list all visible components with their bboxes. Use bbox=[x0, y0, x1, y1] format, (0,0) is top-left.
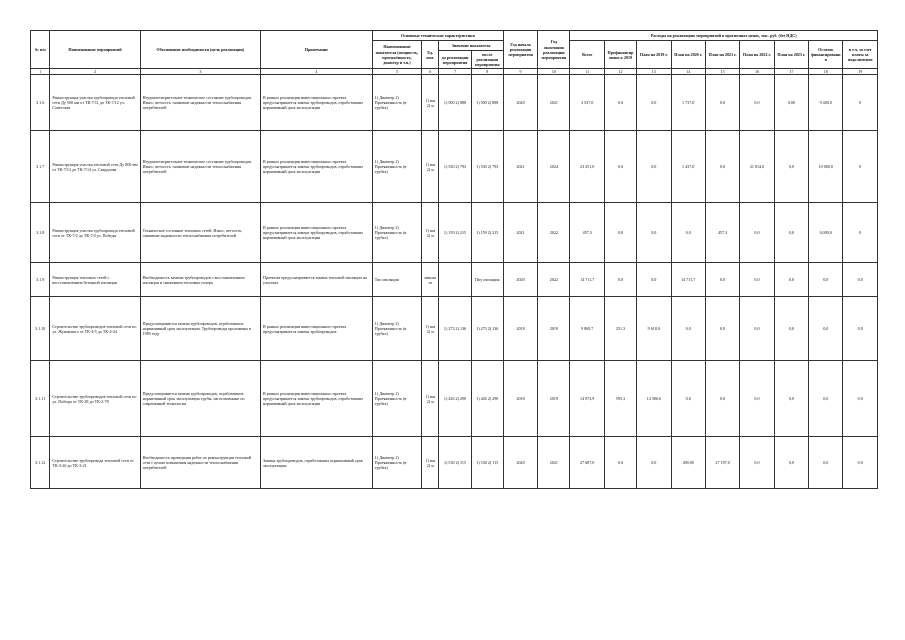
cell-num: 3.1.12 bbox=[31, 437, 50, 489]
cell-event: Реконструкция участка тепловой сети Ду 800 мм от ТК-7/13 до ТК-7/14 ул. Свердлова bbox=[50, 131, 140, 203]
cell-y2020: 0,0 bbox=[671, 297, 705, 361]
cell-y2022: 21 814,0 bbox=[740, 131, 774, 203]
cell-justification: Техническое состояние тепловых сетей. Износ, ветхость, снижение надежности теплоснабжения потребителей bbox=[140, 203, 260, 263]
table-row bbox=[31, 75, 878, 131]
cell-event: Реконструкция тепловых сетей с восстановлением бетонной изоляции bbox=[50, 263, 140, 297]
table-row bbox=[31, 361, 878, 437]
cell-y2022: 0,0 bbox=[740, 75, 774, 131]
table-row bbox=[31, 131, 878, 203]
cell-end: 2024 bbox=[538, 131, 570, 203]
table-header bbox=[31, 31, 878, 75]
cell-incl: 0,0 bbox=[843, 437, 878, 489]
col-number: 13 bbox=[637, 69, 671, 75]
cell-pre: 595,3 bbox=[604, 361, 636, 437]
header-pre: Профинансировано к 2019 bbox=[604, 41, 636, 69]
cell-spec-name: 1) Диаметр 2) Протяженность (в трубах) bbox=[372, 361, 421, 437]
cell-remain: 0,0 bbox=[809, 297, 843, 361]
cell-event: Реконструкция участка трубопровода тепловой сети Ду 500 мм от ТК-7/11 до ТК-7/12 ул. Советская bbox=[50, 75, 140, 131]
cell-remain: 0,0 bbox=[809, 263, 843, 297]
cell-y2022: 0,0 bbox=[740, 437, 774, 489]
col-number: 12 bbox=[604, 69, 636, 75]
cell-start: 2021 bbox=[503, 203, 537, 263]
header-event: Наименование мероприятий bbox=[50, 31, 140, 69]
cell-after: Ппу изоляция bbox=[471, 263, 503, 297]
header-incl: в т.ч. за счет платы за подключение bbox=[843, 41, 878, 69]
header-unit: Ед. изм. bbox=[422, 41, 439, 69]
cell-num: 3.1.10 bbox=[31, 297, 50, 361]
cell-after: 1) 500 2) 888 bbox=[471, 75, 503, 131]
cell-y2019: 0,0 bbox=[637, 75, 671, 131]
col-number: 1 bbox=[31, 69, 50, 75]
cell-num: 3.1.7 bbox=[31, 131, 50, 203]
cell-spec-name: 1) Диаметр 2) Протяженность (в трубах) bbox=[372, 297, 421, 361]
header-spec-name: Наименование показателя (мощность, протяжённость, диаметр и т.п.) bbox=[372, 41, 421, 69]
cell-unit: 1) мм 2) м bbox=[422, 437, 439, 489]
cell-end: 2021 bbox=[538, 437, 570, 489]
cell-notes: В рамках реализации инвестиционного проекта предусматривается замена трубопроводов, отработавших нормативный срок эксплуатации bbox=[261, 203, 373, 263]
cell-justification: Предусматривается замена трубопроводов, отработавших нормативный срок эксплуатации. Трубопроводы проложены в 1985 году bbox=[140, 297, 260, 361]
cell-total: 23 251,0 bbox=[570, 131, 604, 203]
cell-start: 2021 bbox=[503, 131, 537, 203]
cell-incl: 0 bbox=[843, 131, 878, 203]
cell-y2020: 490,00 bbox=[671, 437, 705, 489]
cell-total: 27 687,0 bbox=[570, 437, 604, 489]
cell-y2021: 0,0 bbox=[705, 75, 739, 131]
cell-remain: 9 400,0 bbox=[809, 75, 843, 131]
cell-remain: 0,0 bbox=[809, 361, 843, 437]
header-spec-value: Значение показателя bbox=[439, 41, 503, 51]
cell-y2023: 0,0 bbox=[774, 263, 808, 297]
cell-remain: 10 000,0 bbox=[809, 131, 843, 203]
investment-program-table-sheet bbox=[30, 30, 878, 489]
cell-num: 3.1.6 bbox=[31, 75, 50, 131]
cell-after: 1) 426 2) 290 bbox=[471, 361, 503, 437]
cell-total: 14 973,9 bbox=[570, 361, 604, 437]
cell-before: 1) 426 2) 290 bbox=[439, 361, 471, 437]
col-number: 15 bbox=[705, 69, 739, 75]
cell-y2020: 14 711,7 bbox=[671, 263, 705, 297]
cell-incl: 0,0 bbox=[843, 263, 878, 297]
cell-end: 2019 bbox=[538, 361, 570, 437]
cell-y2021: 27 197,0 bbox=[705, 437, 739, 489]
col-number: 5 bbox=[372, 69, 421, 75]
col-number: 17 bbox=[774, 69, 808, 75]
cell-end: 2022 bbox=[538, 203, 570, 263]
cell-y2023: 0,0 bbox=[774, 131, 808, 203]
col-number: 10 bbox=[538, 69, 570, 75]
cell-spec-name: 1) Диаметр 2) Протяженность (в трубах) bbox=[372, 75, 421, 131]
cell-y2022: 0,0 bbox=[740, 263, 774, 297]
cell-notes: В рамках реализации инвестиционного проекта предусматривается замена трубопроводов, отработавших нормативный срок эксплуатации bbox=[261, 361, 373, 437]
col-number: 2 bbox=[50, 69, 140, 75]
header-justification: Обоснование необходимости (цель реализации) bbox=[140, 31, 260, 69]
header-start-year: Год начала реализации мероприятия bbox=[503, 31, 537, 69]
cell-unit: 1) мм 2) м bbox=[422, 131, 439, 203]
col-number: 4 bbox=[261, 69, 373, 75]
cell-y2023: 0,0 bbox=[774, 297, 808, 361]
col-number: 7 bbox=[439, 69, 471, 75]
header-total: Всего bbox=[570, 41, 604, 69]
cell-after: 1) 273 2) 136 bbox=[471, 297, 503, 361]
header-after: после реализации мероприятия bbox=[471, 51, 503, 69]
table-row bbox=[31, 203, 878, 263]
table-row bbox=[31, 263, 878, 297]
cell-event: Реконструкция участка трубопровода тепловой сети от ТК-7/2 до ТК-7/4 ул. Победы bbox=[50, 203, 140, 263]
cell-notes: Замена трубопроводов, отработавших нормативный срок эксплуатации bbox=[261, 437, 373, 489]
cell-spec-name: Тип изоляции bbox=[372, 263, 421, 297]
cell-y2021: 0,0 bbox=[705, 263, 739, 297]
cell-y2019: 14 386,6 bbox=[637, 361, 671, 437]
cell-event: Строительство трубопроводов тепловой сети по ул. Победы от ТК-28 до ТК-2-78 bbox=[50, 361, 140, 437]
cell-after: 1) 530 2) 793 bbox=[471, 131, 503, 203]
cell-start: 2018 bbox=[503, 361, 537, 437]
cell-before: 1) 273 2) 136 bbox=[439, 297, 471, 361]
cell-end: 2021 bbox=[538, 75, 570, 131]
cell-start: 2020 bbox=[503, 263, 537, 297]
col-number: 8 bbox=[471, 69, 503, 75]
cell-y2022: 0,0 bbox=[740, 297, 774, 361]
cell-after: 1) 530 2) 115 bbox=[471, 437, 503, 489]
cell-total: 457,3 bbox=[570, 203, 604, 263]
cell-y2019: 0,0 bbox=[637, 263, 671, 297]
header-main-specs: Основные технические характеристики bbox=[372, 31, 503, 41]
cell-notes: В рамках реализации инвестиционного проекта предусматривается замена трубопроводов, отработавших нормативный срок эксплуатации bbox=[261, 75, 373, 131]
cell-num: 3.1.8 bbox=[31, 203, 50, 263]
col-number: 3 bbox=[140, 69, 260, 75]
cell-remain: 0,0 bbox=[809, 437, 843, 489]
header-2020: План на 2020 г. bbox=[671, 41, 705, 69]
cell-pre: 0,0 bbox=[604, 75, 636, 131]
cell-y2020: 1 437,0 bbox=[671, 131, 705, 203]
cell-total: 9 869,7 bbox=[570, 297, 604, 361]
cell-incl: 0 bbox=[843, 75, 878, 131]
cell-pre: 251,3 bbox=[604, 297, 636, 361]
cell-incl: 0,0 bbox=[843, 297, 878, 361]
cell-before: 1) 530 2) 115 bbox=[439, 437, 471, 489]
col-number: 11 bbox=[570, 69, 604, 75]
table-row bbox=[31, 437, 878, 489]
cell-justification: Необходимость проведения работ по реконструкции тепловой сети с целью повышения надежности теплоснабжения потребителей bbox=[140, 437, 260, 489]
cell-notes: В рамках реализации инвестиционного проекта предусматривается замена трубопроводов, отработавших нормативный срок эксплуатации bbox=[261, 131, 373, 203]
col-number: 16 bbox=[740, 69, 774, 75]
cell-start: 2018 bbox=[503, 297, 537, 361]
cell-unit: 1) мм 2) м bbox=[422, 203, 439, 263]
cell-event: Строительство трубопровода тепловой сети от ТК-3-26 до ТК-3-21 bbox=[50, 437, 140, 489]
col-number: 18 bbox=[809, 69, 843, 75]
col-number: 19 bbox=[843, 69, 878, 75]
cell-y2023: 0,00 bbox=[774, 75, 808, 131]
cell-y2020: 1 737,0 bbox=[671, 75, 705, 131]
cell-incl: 0 bbox=[843, 203, 878, 263]
cell-unit: 1) мм 2) м bbox=[422, 361, 439, 437]
cell-spec-name: 1) Диаметр 2) Протяженность (в трубах) bbox=[372, 437, 421, 489]
header-num: № п/п bbox=[31, 31, 50, 69]
cell-y2021: 0,0 bbox=[705, 297, 739, 361]
col-number: 6 bbox=[422, 69, 439, 75]
cell-before: 1) 500 2) 888 bbox=[439, 75, 471, 131]
cell-notes: В рамках реализации инвестиционного проекта предусматривается замена трубопроводов bbox=[261, 297, 373, 361]
cell-unit: мин.вата bbox=[422, 263, 439, 297]
cell-unit: 1) мм 2) м bbox=[422, 75, 439, 131]
investment-table bbox=[30, 30, 878, 489]
col-number: 14 bbox=[671, 69, 705, 75]
header-2021: План на 2021 г. bbox=[705, 41, 739, 69]
cell-spec-name: 1) Диаметр 2) Протяженность (в трубах) bbox=[372, 203, 421, 263]
cell-before: 1) 530 2) 793 bbox=[439, 131, 471, 203]
cell-y2022: 0,0 bbox=[740, 203, 774, 263]
cell-justification: Неудовлетворительное техническое состояние трубопроводов. Износ, ветхость, снижение надежности теплоснабжения потребителей bbox=[140, 75, 260, 131]
cell-start: 2020 bbox=[503, 437, 537, 489]
cell-before bbox=[439, 263, 471, 297]
header-costs: Расходы на реализацию мероприятий в прогнозных ценах, тыс. руб. (без НДС) bbox=[570, 31, 878, 41]
cell-y2021: 0,0 bbox=[705, 361, 739, 437]
header-2019: План на 2019 г. bbox=[637, 41, 671, 69]
cell-num: 3.1.11 bbox=[31, 361, 50, 437]
cell-total: 3 537,0 bbox=[570, 75, 604, 131]
cell-y2023: 0,0 bbox=[774, 361, 808, 437]
header-2023: План на 2023 г. bbox=[774, 41, 808, 69]
cell-y2023: 0,0 bbox=[774, 203, 808, 263]
cell-notes: Проектом предусматривается замена тепловой изоляции на участках bbox=[261, 263, 373, 297]
cell-start: 2020 bbox=[503, 75, 537, 131]
header-2022: План на 2022 г. bbox=[740, 41, 774, 69]
cell-justification: Неудовлетворительное техническое состояние трубопроводов. Износ, ветхость, снижение надежности теплоснабжения потребителей bbox=[140, 131, 260, 203]
cell-unit: 1) мм 2) м bbox=[422, 297, 439, 361]
cell-pre: 0,0 bbox=[604, 203, 636, 263]
cell-y2019: 0,0 bbox=[637, 203, 671, 263]
cell-end: 2022 bbox=[538, 263, 570, 297]
cell-y2020: 0,0 bbox=[671, 203, 705, 263]
cell-pre: 0,0 bbox=[604, 263, 636, 297]
cell-y2023: 0,0 bbox=[774, 437, 808, 489]
cell-y2019: 0,0 bbox=[637, 131, 671, 203]
cell-num: 3.1.9 bbox=[31, 263, 50, 297]
table-row bbox=[31, 297, 878, 361]
cell-y2021: 0,0 bbox=[705, 131, 739, 203]
cell-end: 2019 bbox=[538, 297, 570, 361]
cell-justification: Необходимость замены трубопроводов с восстановлением изоляции и снижением тепловых потерь bbox=[140, 263, 260, 297]
cell-spec-name: 1) Диаметр 2) Протяженность (в трубах) bbox=[372, 131, 421, 203]
header-remain: Остаток финансирования bbox=[809, 41, 843, 69]
cell-before: 1) 159 2) 215 bbox=[439, 203, 471, 263]
cell-y2022: 0,0 bbox=[740, 361, 774, 437]
cell-y2021: 457,3 bbox=[705, 203, 739, 263]
header-end-year: Год окончания реализации мероприятия bbox=[538, 31, 570, 69]
cell-event: Строительство трубопроводов тепловой сети по ул. Жуковского от ТК-4-5 до ТК-4-24 bbox=[50, 297, 140, 361]
cell-y2019: 9 618,0 bbox=[637, 297, 671, 361]
cell-y2020: 0,0 bbox=[671, 361, 705, 437]
cell-remain: 0,000,0 bbox=[809, 203, 843, 263]
cell-y2019: 0,0 bbox=[637, 437, 671, 489]
cell-pre: 0,0 bbox=[604, 131, 636, 203]
cell-pre: 0,0 bbox=[604, 437, 636, 489]
table-body bbox=[31, 75, 878, 489]
header-notes: Примечание bbox=[261, 31, 373, 69]
header-before: до реализации мероприятия bbox=[439, 51, 471, 69]
cell-total: 14 711,7 bbox=[570, 263, 604, 297]
cell-incl: 0,0 bbox=[843, 361, 878, 437]
cell-after: 1) 159 2) 215 bbox=[471, 203, 503, 263]
col-number: 9 bbox=[503, 69, 537, 75]
cell-justification: Предусматривается замена трубопроводов, отработавших нормативный срок эксплуатации трубы, изготовленные по современной технологии bbox=[140, 361, 260, 437]
